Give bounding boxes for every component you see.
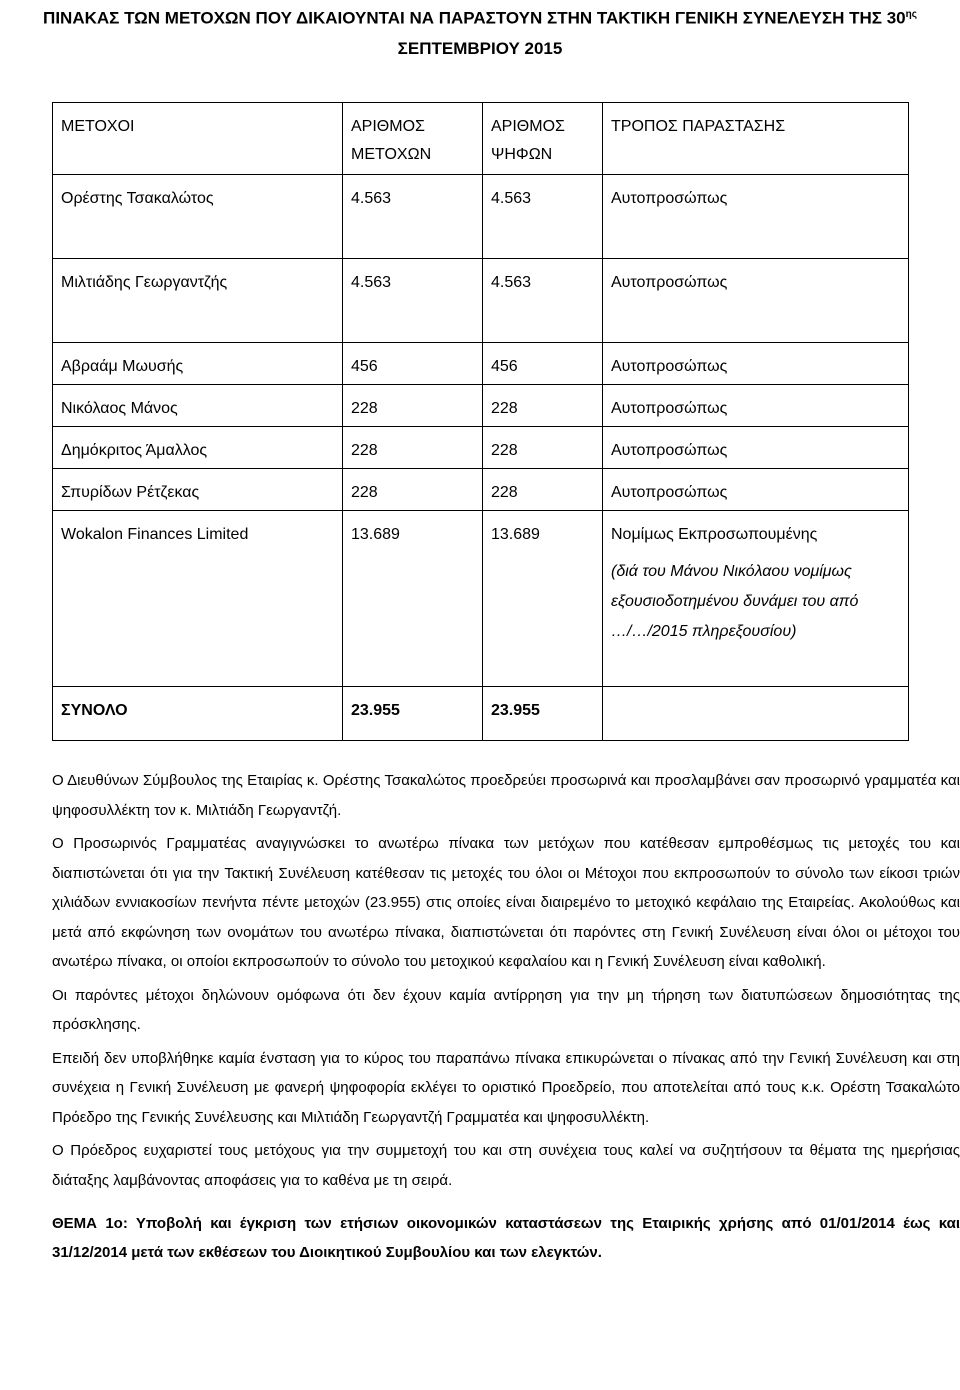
table-header-row (53, 103, 909, 175)
cell-mode: Αυτοπροσώπως (603, 175, 909, 259)
table-total-row (53, 687, 909, 741)
cell-shares: 4.563 (343, 175, 483, 259)
cell-votes: 456 (483, 343, 603, 385)
title-superscript: ης (905, 9, 917, 20)
cell-votes: 13.689 (483, 511, 603, 687)
cell-name: Μιλτιάδης Γεωργαντζής (53, 259, 343, 343)
minutes-body (52, 766, 960, 1267)
table-row (53, 427, 909, 469)
paragraph: Οι παρόντες μέτοχοι δηλώνουν ομόφωνα ότι δεν έχουν καμία αντίρρηση για την μη τήρηση των διατυπώσεων δημοσιότητας της πρόσκλησης. (52, 986, 960, 1033)
paragraph: Ο Πρόεδρος ευχαριστεί τους μετόχους για την συμμετοχή του και στη συνέχεια τους καλεί να συζητήσουν τα θέματα της ημερήσιας διάταξης λαμβάνοντας αποφάσεις για το καθένα με τη σειρά. (52, 1142, 960, 1189)
total-votes: 23.955 (483, 687, 603, 741)
cell-name: Σπυρίδων Ρέτζεκας (53, 469, 343, 511)
table-row (53, 385, 909, 427)
cell-votes: 228 (483, 427, 603, 469)
cell-mode: Αυτοπροσώπως (603, 427, 909, 469)
table-row (53, 343, 909, 385)
representation-note: (διά του Μάνου Νικόλαου νομίμως εξουσιοδοτημένου δυνάμει του από …/…/2015 πληρεξουσίου) (611, 563, 859, 640)
cell-mode: Αυτοπροσώπως (603, 259, 909, 343)
total-empty-cell (603, 687, 909, 741)
cell-mode: Αυτοπροσώπως (603, 385, 909, 427)
paragraph: Ο Προσωρινός Γραμματέας αναγιγνώσκει το ανωτέρω πίνακα των μετόχων που κατέθεσαν εμπροθέσμως τις μετοχές του και διαπιστώνεται ότι για την Τακτική Συνέλευση κατέθεσαν τις μετοχές του όλοι οι Μέτοχοι που εκπροσωπούν το σύνολο των είκοσι τριών χιλιάδων εννιακοσίων πενήντα πέντε μετοχών (23.955) στις οποίες είναι διαιρεμένο το μετοχικό κεφάλαιο της Εταιρείας. Ακολούθως και μετά από εκφώνηση των ονομάτων του ανωτέρω πίνακα, διαπιστώνεται ότι παρόντες στη Γενική Συνέλευση είναι όλοι οι μέτοχοι του ανωτέρω πίνακα, οι οποίοι εκπροσωπούν το σύνολο του μετοχικού κεφαλαίου και η Γενική Συνέλευση είναι καθολική. (52, 835, 960, 970)
header-shareholders: ΜΕΤΟΧΟΙ (53, 103, 343, 175)
cell-mode-wrapper (603, 511, 909, 687)
table-row (53, 469, 909, 511)
header-votes: ΑΡΙΘΜΟΣ ΨΗΦΩΝ (483, 103, 603, 175)
cell-votes: 228 (483, 469, 603, 511)
cell-name: Νικόλαος Μάνος (53, 385, 343, 427)
cell-name: Αβραάμ Μωυσής (53, 343, 343, 385)
cell-votes: 228 (483, 385, 603, 427)
cell-shares: 228 (343, 427, 483, 469)
header-representation: ΤΡΟΠΟΣ ΠΑΡΑΣΤΑΣΗΣ (603, 103, 909, 175)
table-row (53, 511, 909, 687)
cell-mode: Αυτοπροσώπως (603, 343, 909, 385)
cell-shares: 4.563 (343, 259, 483, 343)
cell-shares: 13.689 (343, 511, 483, 687)
shareholders-table (52, 102, 909, 741)
cell-votes: 4.563 (483, 175, 603, 259)
cell-votes: 4.563 (483, 259, 603, 343)
total-shares: 23.955 (343, 687, 483, 741)
cell-shares: 228 (343, 385, 483, 427)
cell-shares: 228 (343, 469, 483, 511)
paragraph: Επειδή δεν υποβλήθηκε καμία ένσταση για το κύρος του παραπάνω πίνακα επικυρώνεται ο πίνακας από την Γενική Συνέλευση και στη συνέχεια η Γενική Συνέλευση με φανερή ψηφοφορία εκλέγει το οριστικό Προεδρείο, που αποτελείται από τους κ.κ. Ορέστη Τσακαλώτο Πρόεδρο της Γενικής Συνέλευσης και Μιλτιάδη Γεωργαντζή Γραμματέα και ψηφοσυλλέκτη. (52, 1049, 960, 1126)
table-row (53, 175, 909, 259)
total-label: ΣΥΝΟΛΟ (53, 687, 343, 741)
document-title (0, 0, 960, 64)
cell-mode: Νομίμως Εκπροσωπουμένης (611, 526, 818, 543)
paragraph: Ο Διευθύνων Σύμβουλος της Εταιρίας κ. Ορέστης Τσακαλώτος προεδρεύει προσωρινά και προσλαμβάνει σαν προσωρινό γραμματέα και ψηφοσυλλέκτη τον κ. Μιλτιάδη Γεωργαντζή. (52, 772, 960, 819)
title-line2: ΣΕΠΤΕΜΒΡΙΟΥ 2015 (397, 38, 563, 58)
agenda-item-heading: ΘΕΜΑ 1ο: Υποβολή και έγκριση των ετήσιων οικονομικών καταστάσεων της Εταιρικής χρήσης από 01/01/2014 έως και 31/12/2014 μετά των εκθέσεων του Διοικητικού Συμβουλίου και των ελεγκτών. (52, 1215, 960, 1261)
cell-name: Wokalon Finances Limited (53, 511, 343, 687)
cell-mode: Αυτοπροσώπως (603, 469, 909, 511)
cell-name: Ορέστης Τσακαλώτος (53, 175, 343, 259)
table-row (53, 259, 909, 343)
header-shares: ΑΡΙΘΜΟΣ ΜΕΤΟΧΩΝ (343, 103, 483, 175)
cell-name: Δημόκριτος Άμαλλος (53, 427, 343, 469)
cell-shares: 456 (343, 343, 483, 385)
title-main: ΠΙΝΑΚΑΣ ΤΩΝ ΜΕΤΟΧΩΝ ΠΟΥ ΔΙΚΑΙΟΥΝΤΑΙ ΝΑ ΠΑΡΑΣΤΟΥΝ ΣΤΗΝ ΤΑΚΤΙΚΗ ΓΕΝΙΚΗ ΣΥΝΕΛΕΥΣΗ ΤΗΣ 30 (43, 8, 906, 28)
